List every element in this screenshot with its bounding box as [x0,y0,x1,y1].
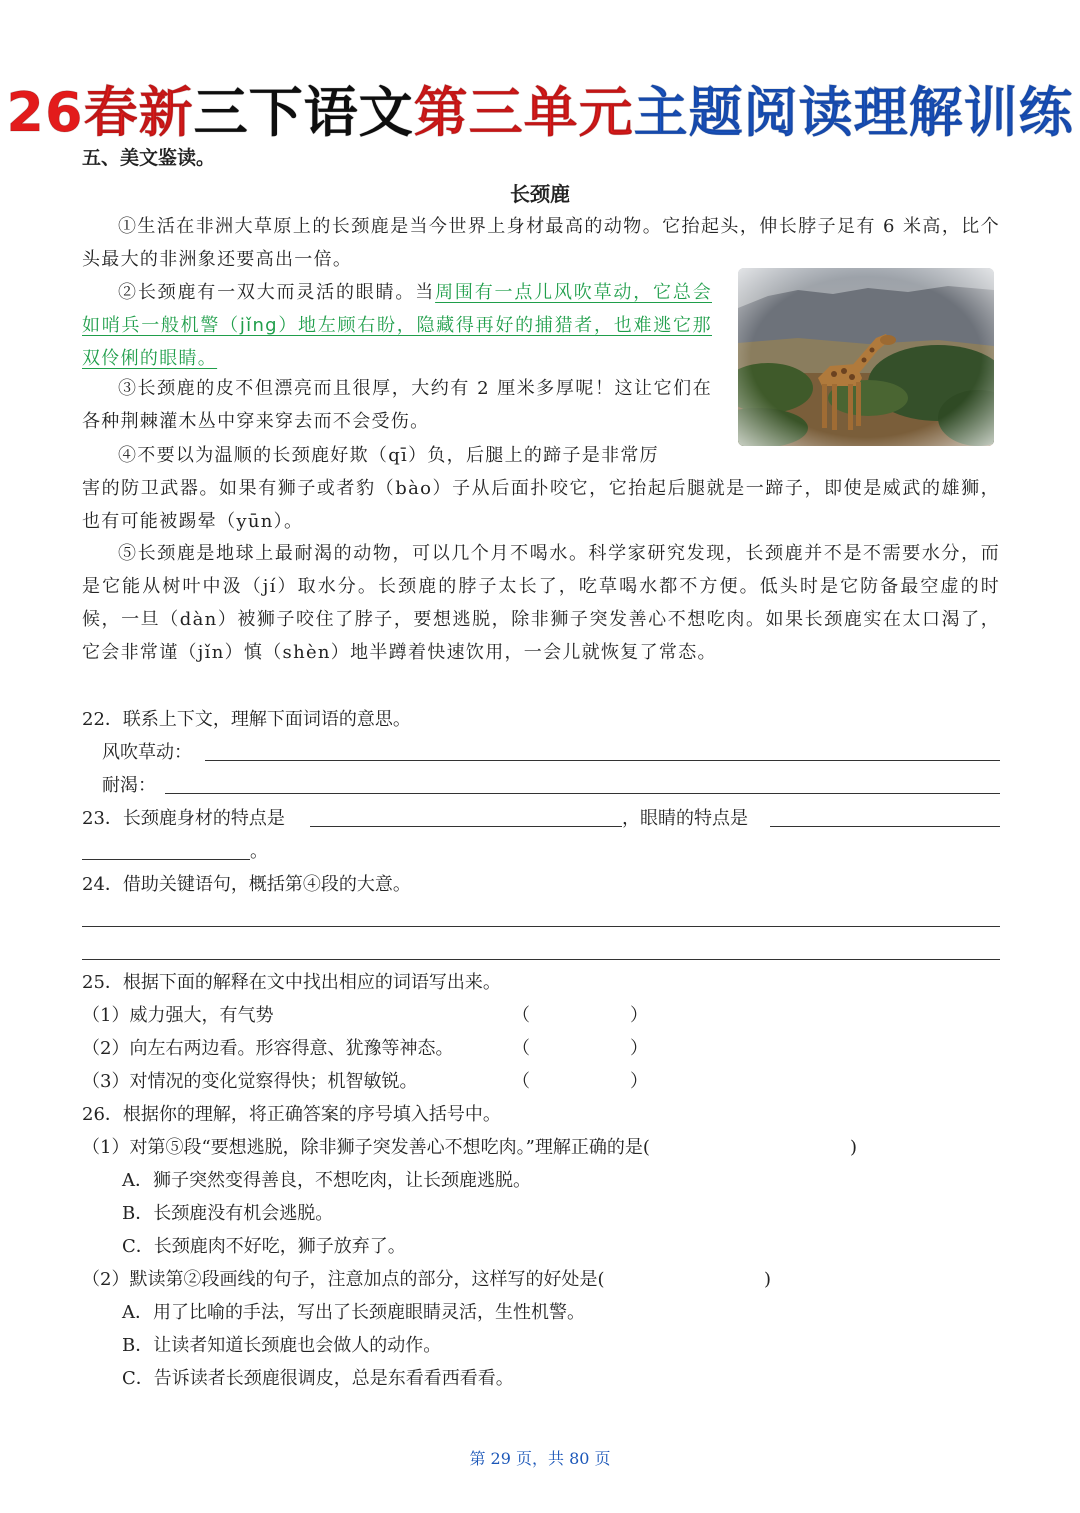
question-22-term-1: 风吹草动： [102,742,192,763]
underlined-sentence: 周围有一点儿风吹草动，它总会如哨兵一般机警（jǐng）地左顾右盼，隐藏得再好的捕猎者，也难逃它那双伶俐的眼睛。 [82,282,712,369]
answer-line-23-2[interactable] [770,826,1000,827]
question-26-1: （1）对第⑤段“要想逃脱，除非狮子突发善心不想吃肉。”理解正确的是( [82,1137,650,1158]
question-25-item-1-paren-close: ） [630,1005,648,1026]
paragraph-5: ⑤长颈鹿是地球上最耐渴的动物，可以几个月不喝水。科学家研究发现，长颈鹿并不是不需要水分，而是它能从树叶中汲（jí）取水分。长颈鹿的脖子太长了，吃草喝水都不方便。低头时是它防备最空虚的时候，一旦（dàn）被狮子咬住了脖子，要想逃脱，除非狮子突发善心不想吃肉。如果长颈鹿实在太口渴了，它会非常谨（jǐn）慎（shèn）地半蹲着快速饮用，一会儿就恢复了常态。 [82,543,1000,663]
banner-part-3: 第三单元 [413,81,634,144]
question-22-term-2: 耐渴： [102,775,156,796]
section-title: 五、美文鉴读。 [82,147,216,169]
question-26-1-paren-close[interactable]: ) [850,1137,858,1158]
answer-line-22-1[interactable] [205,760,1000,761]
banner-part-4: 主题阅读理解训练 [633,81,1074,144]
question-26-2-option-b: B．让读者知道长颈鹿也会做人的动作。 [122,1335,442,1356]
question-26-2-option-a: A．用了比喻的手法，写出了长颈鹿眼睛灵活，生性机警。 [122,1302,585,1323]
question-25-item-2: （2）向左右两边看。形容得意、犹豫等神态。 [82,1038,454,1059]
question-25-item-2-paren-close: ） [630,1038,648,1059]
question-26-2-option-c: C．告诉读者长颈鹿很调皮，总是东看看西看看。 [122,1368,514,1389]
answer-line-24-2[interactable] [82,959,1000,960]
question-26-2-paren-close[interactable]: ) [764,1269,772,1290]
question-25-item-3-paren-close: ） [630,1071,648,1092]
article-title: 长颈鹿 [510,182,570,206]
question-23-part-2: ，眼睛的特点是 [622,808,748,829]
question-26: 26．根据你的理解，将正确答案的序号填入括号中。 [82,1104,501,1125]
paragraph-3: ③长颈鹿的皮不但漂亮而且很厚，大约有 2 厘米多厚呢！这让它们在各种荆棘灌木丛中穿来穿去而不会受伤。 [82,378,712,432]
giraffe-illustration [738,268,994,446]
banner-part-2: 三下语文 [193,81,414,144]
paragraph-1: ①生活在非洲大草原上的长颈鹿是当今世界上身材最高的动物。它抬起头，伸长脖子足有 6 米高，比个头最大的非洲象还要高出一倍。 [82,216,1000,270]
question-26-1-option-b: B．长颈鹿没有机会逃脱。 [122,1203,334,1224]
paragraph-2 [82,276,712,375]
question-25-item-3-paren-open[interactable]: （ [512,1071,530,1092]
answer-line-24-1[interactable] [82,926,1000,927]
question-26-1-option-a: A．狮子突然变得善良，不想吃肉，让长颈鹿逃脱。 [122,1170,531,1191]
giraffe-photo [738,268,994,446]
question-25-item-1-paren-open[interactable]: （ [512,1005,530,1026]
paragraph-4-first-line: ④不要以为温顺的长颈鹿好欺（qī）负，后腿上的蹄子是非常厉 [118,445,659,466]
question-25-item-3: （3）对情况的变化觉察得快；机智敏锐。 [82,1071,418,1092]
question-23-part-1: 23．长颈鹿身材的特点是 [82,808,285,829]
paragraph-2-intro: ②长颈鹿有一双大而灵活的眼睛。当 [118,282,436,303]
banner-part-1: 26春新 [6,81,194,144]
paragraph-4-rest: 害的防卫武器。如果有狮子或者豹（bào）子从后面扑咬它，它抬起后腿就是一蹄子，即使是威武的雄狮，也有可能被踢晕（yūn）。 [82,478,1000,532]
answer-line-22-2[interactable] [165,793,1000,794]
question-25-item-2-paren-open[interactable]: （ [512,1038,530,1059]
question-24: 24．借助关键语句，概括第④段的大意。 [82,874,411,895]
page-footer: 第 29 页，共 80 页 [469,1449,611,1468]
question-23-end: 。 [250,841,268,862]
question-22: 22．联系上下文，理解下面词语的意思。 [82,709,411,730]
question-26-2: （2）默读第②段画线的句子，注意加点的部分，这样写的好处是( [82,1269,605,1290]
page-banner [0,78,1080,148]
answer-line-23-1[interactable] [310,826,622,827]
question-25: 25．根据下面的解释在文中找出相应的词语写出来。 [82,972,501,993]
question-25-item-1: （1）威力强大，有气势 [82,1005,274,1026]
answer-line-23-3[interactable] [82,859,250,860]
question-26-1-option-c: C．长颈鹿肉不好吃，狮子放弃了。 [122,1236,406,1257]
